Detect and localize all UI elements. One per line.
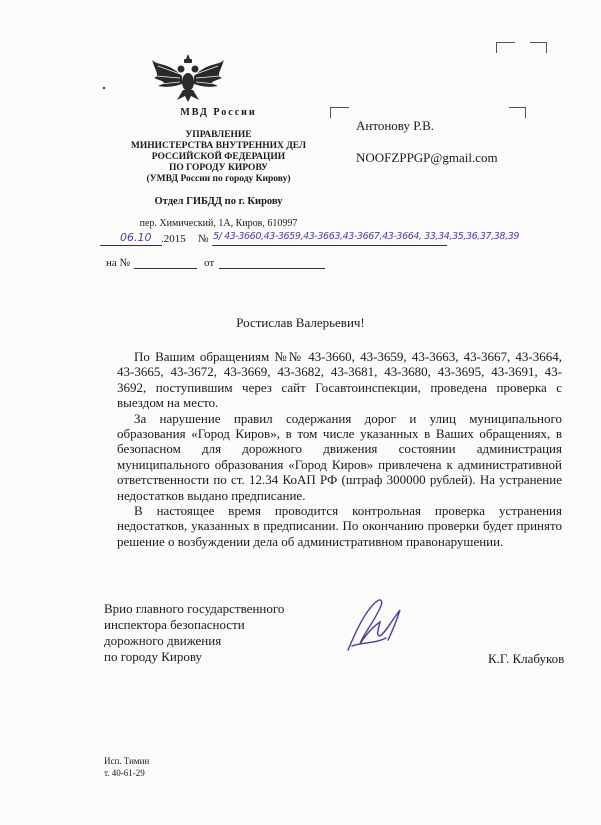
paragraph-3: В настоящее время проводится контрольная проверка устранения недостатков, указанных в предписании. По окончанию проверки будет принято решение о возбуждении дела об административном правонарушении.: [117, 503, 562, 549]
department-line: УПРАВЛЕНИЕ: [185, 130, 252, 140]
ref-underline: [134, 268, 197, 269]
recipient-email: NOOFZPPGP@gmail.com: [356, 150, 498, 165]
executor-block: [104, 756, 149, 779]
date-underline: [100, 245, 162, 246]
executor-phone: т. 40-61-29: [104, 767, 145, 778]
ministry-line-1: МИНИСТЕРСТВА ВНУТРЕННИХ ДЕЛ: [130, 141, 307, 151]
reg-number-label: №: [198, 233, 209, 245]
corner-mark-top-right: [530, 42, 547, 53]
ministry-line-2: РОССИЙСКОЙ ФЕДЕРАЦИИ: [151, 152, 286, 162]
ministry-short: МВД России: [180, 107, 257, 118]
eagle-emblem-icon: [150, 52, 226, 104]
corner-mark-address-right: [509, 107, 526, 118]
executor-name: Исп. Тимин: [104, 756, 150, 766]
reg-number: 5/ 43-3660,43-3659,43-3663,43-3667,43-3664, 33,34,35,36,37,38,39: [213, 231, 519, 242]
dot-mark: [103, 87, 105, 89]
abbr-line: (УМВД России по городу Кирову): [146, 174, 291, 184]
title-line-3: дорожного движения: [104, 633, 222, 648]
number-underline: [212, 245, 447, 246]
from-label: от: [204, 257, 215, 269]
from-underline: [219, 268, 325, 269]
division-line: Отдел ГИБДД по г. Кирову: [154, 196, 283, 207]
paragraph-2: За нарушение правил содержания дорог и улиц муниципального образования «Город Киров», в том числе указанных в Ваших обращениях, в безопасном для дорожного движения состоянии администрация муниципального образования «Город Киров» привлечена к административной ответственности по ст. 12.34 КоАП РФ (штраф 300000 рублей). На устранение недостатков выдано предписание.: [117, 410, 562, 503]
address-line: пер. Химический, 1А, Киров, 610997: [139, 218, 298, 229]
reg-date: 06.10: [120, 231, 152, 244]
corner-mark-top-left: [496, 42, 515, 53]
greeting: Ростислав Валерьевич!: [236, 315, 365, 330]
handwritten-signature: [340, 592, 410, 658]
letter-body: [117, 349, 562, 549]
title-line-4: по городу Кирову: [104, 649, 203, 664]
title-line-1: Врио главного государственного: [104, 601, 285, 616]
recipient-name: Антонову Р.В.: [356, 118, 435, 133]
title-line-2: инспектора безопасности: [104, 617, 245, 632]
reg-year: .2015: [161, 233, 186, 245]
paragraph-1: По Вашим обращениям №№ 43-3660, 43-3659, 43-3663, 43-3667, 43-3664, 43-3665, 43-3672, 43-3669, 43-3682, 43-3681, 43-3680, 43-3695, 43-3691, 43-3692, поступившим через сайт Госавтоинспекции, проведена проверка с выездом на место.: [117, 349, 562, 411]
city-line: ПО ГОРОДУ КИРОВУ: [169, 163, 268, 173]
ref-label: на №: [106, 257, 131, 269]
signatory-title: [104, 601, 284, 665]
signer-name: К.Г. Клабуков: [488, 651, 565, 666]
